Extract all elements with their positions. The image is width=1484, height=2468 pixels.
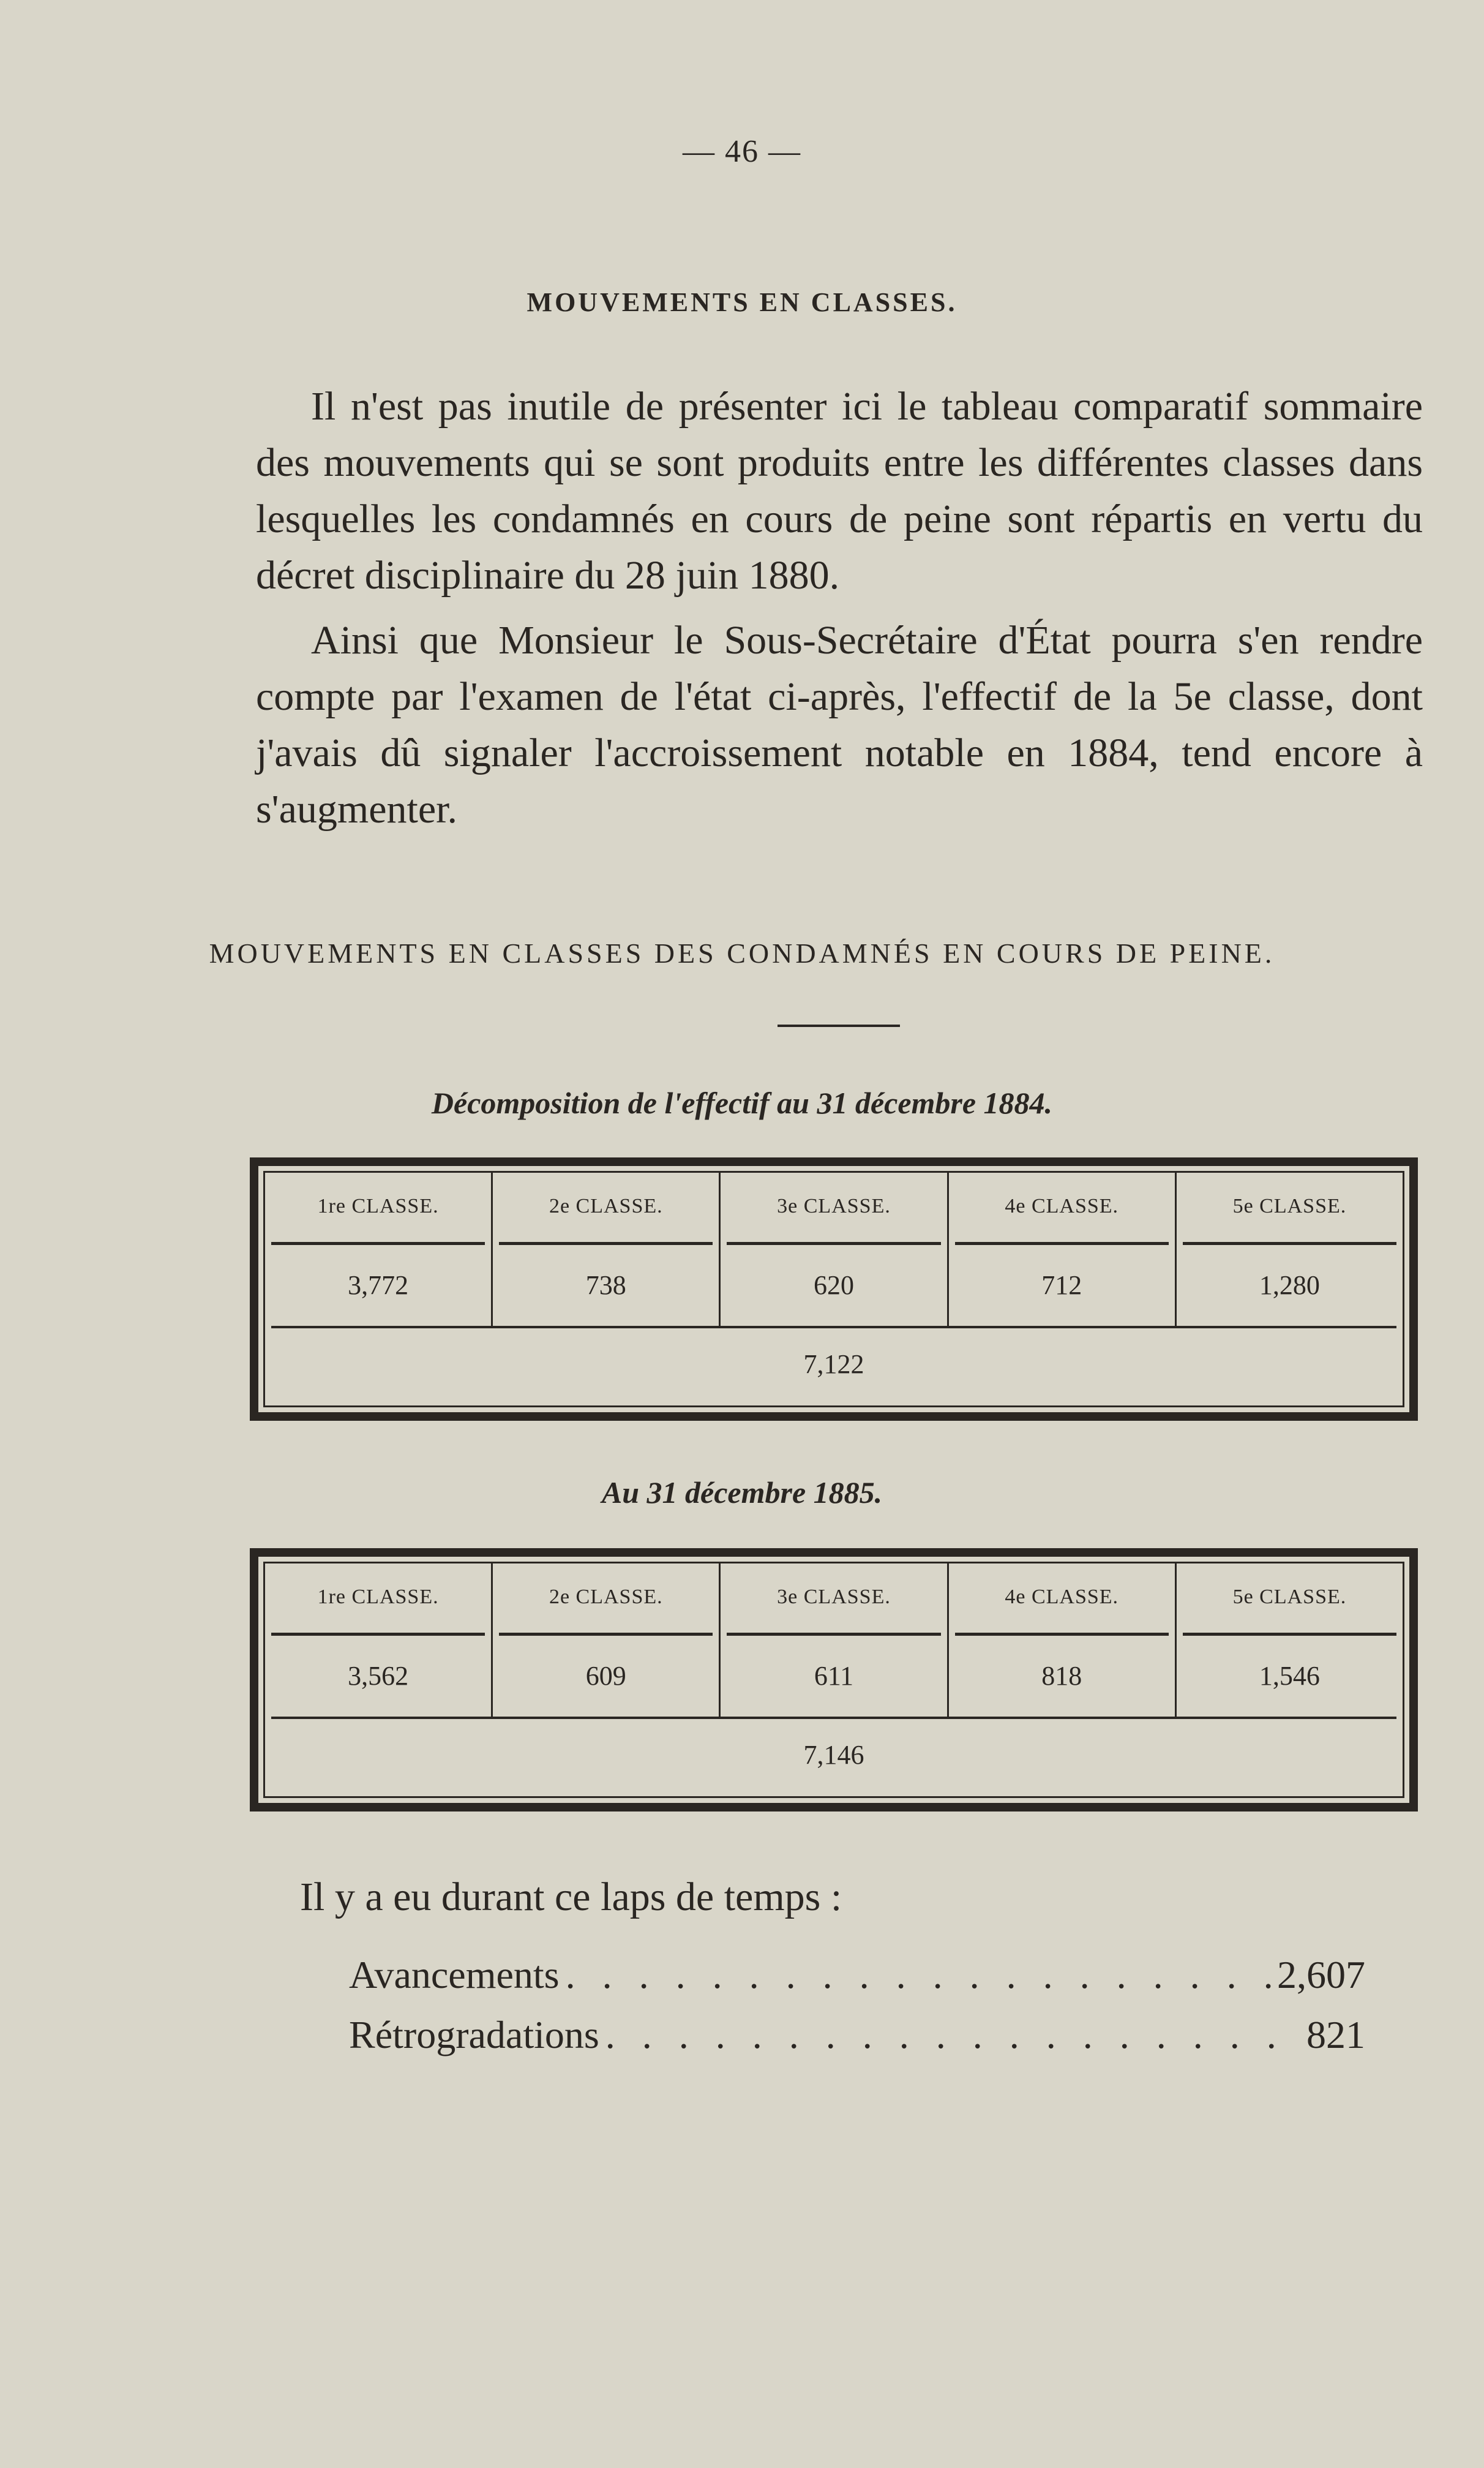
- value-class-4: 712: [947, 1245, 1175, 1326]
- paragraph-fifth-class: Ainsi que Monsieur le Sous-Secrétaire d'État pourra s'en rendre compte par l'examen de l'état ci-après, l'effectif de la 5e classe, dont j'avais dû signaler l'accroissement notable en 1884, tend encore à s'augmenter.: [256, 618, 1423, 832]
- paragraph-intro: Il n'est pas inutile de présenter ici le tableau comparatif sommaire des mouvements qui se sont produits entre les différentes classes dans lesquelles les condamnés en cours de peine sont répartis en vertu du décret disciplinaire du 28 juin 1880.: [256, 384, 1423, 598]
- header-class-2: 2e CLASSE.: [491, 1563, 719, 1636]
- value-class-2: 609: [491, 1636, 719, 1717]
- table-total: 7,122: [803, 1349, 864, 1379]
- summary-value: 821: [1306, 2013, 1365, 2056]
- table-caption-1885: Au 31 décembre 1885.: [601, 1475, 883, 1510]
- header-class-1: 1re CLASSE.: [265, 1173, 491, 1245]
- header-class-3: 3e CLASSE.: [719, 1563, 946, 1636]
- value-class-4: 818: [947, 1636, 1175, 1717]
- summary-row-avancements: [349, 1952, 1365, 1998]
- total-divider: [271, 1717, 1396, 1719]
- table-total: 7,146: [803, 1740, 864, 1770]
- value-class-5: 1,546: [1175, 1636, 1403, 1717]
- header-class-4: 4e CLASSE.: [947, 1173, 1175, 1245]
- table-1885: [250, 1548, 1418, 1811]
- header-class-5: 5e CLASSE.: [1175, 1563, 1403, 1636]
- value-class-1: 3,772: [348, 1270, 409, 1300]
- value-class-5: 1,280: [1175, 1245, 1403, 1326]
- value-class-2: 738: [491, 1245, 719, 1326]
- table-heading: MOUVEMENTS EN CLASSES DES CONDAMNÉS EN COURS DE PEINE.: [209, 938, 1275, 969]
- page-number: — 46 —: [683, 134, 801, 169]
- value-class-3: 611: [719, 1636, 946, 1717]
- table-header-row: [265, 1563, 1403, 1636]
- value-class-1: 3,562: [348, 1661, 409, 1691]
- header-class-3: 3e CLASSE.: [719, 1173, 946, 1245]
- leader-dots: [599, 2012, 1280, 2058]
- summary-row-retrogradations: [349, 2012, 1365, 2058]
- table-value-row: [265, 1245, 1403, 1326]
- summary-intro: Il y a eu durant ce laps de temps :: [300, 1875, 842, 1919]
- divider-rule: [778, 1025, 900, 1027]
- header-class-1: 1re CLASSE.: [265, 1563, 491, 1636]
- header-class-5: 5e CLASSE.: [1175, 1173, 1403, 1245]
- table-value-row: [265, 1636, 1403, 1717]
- section-heading: MOUVEMENTS EN CLASSES.: [527, 287, 957, 317]
- total-divider: [271, 1326, 1396, 1328]
- table-1884: [250, 1157, 1418, 1421]
- table-caption-1884: Décomposition de l'effectif au 31 décembre 1884.: [431, 1086, 1053, 1120]
- summary-label: Rétrogradations: [349, 2013, 599, 2056]
- table-header-row: [265, 1173, 1403, 1245]
- summary-label: Avancements: [349, 1953, 560, 1996]
- header-class-2: 2e CLASSE.: [491, 1173, 719, 1245]
- value-class-3: 620: [719, 1245, 946, 1326]
- summary-value: 2,607: [1277, 1953, 1365, 1996]
- header-class-4: 4e CLASSE.: [947, 1563, 1175, 1636]
- leader-dots: [560, 1952, 1277, 1998]
